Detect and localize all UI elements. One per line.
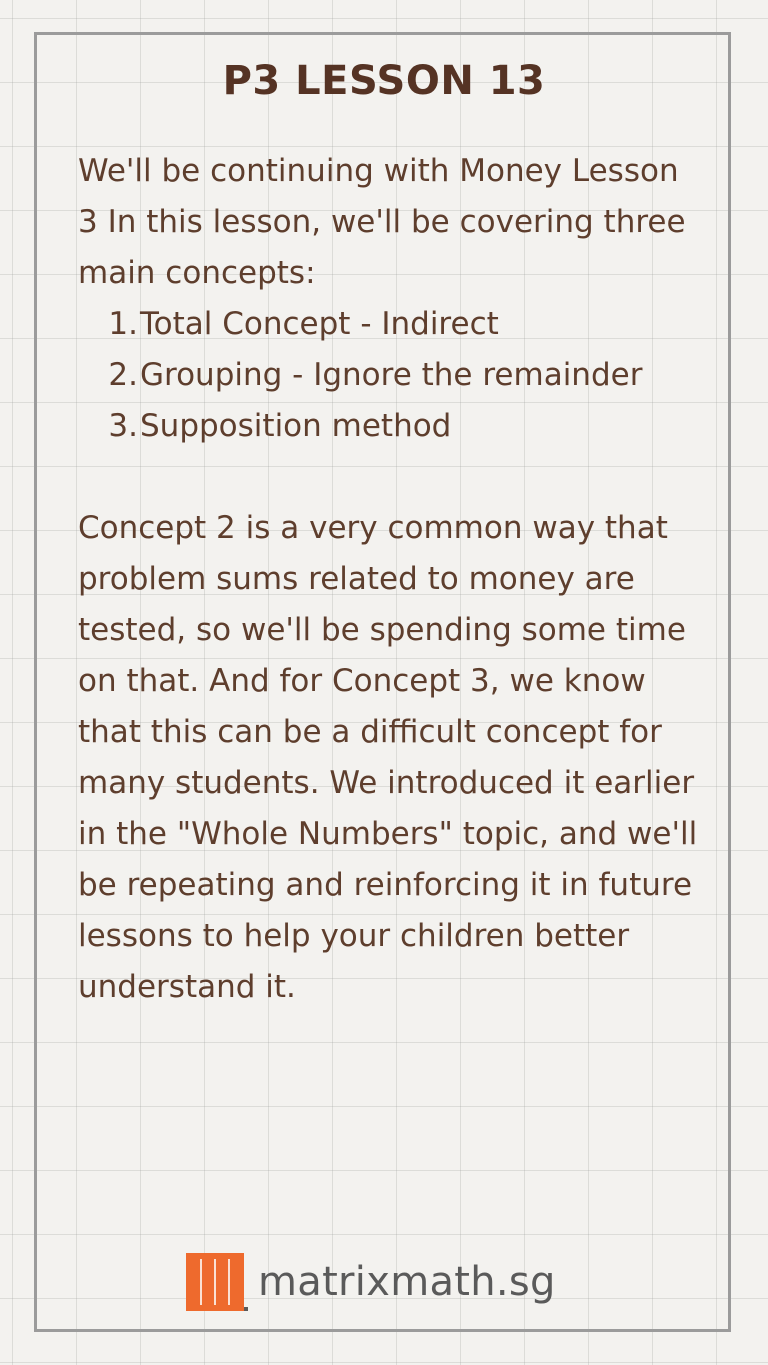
concept-text: Grouping - Ignore the remainder [140,357,643,393]
concept-item-1 [78,299,708,350]
brand-logo [186,1252,556,1312]
concept-text: Supposition method [140,408,452,444]
concept-item-3 [78,401,708,452]
concept-number: 2. [108,357,138,393]
paragraph-spacer [78,452,708,503]
concept-item-2 [78,350,708,401]
concept-text: Total Concept - Indirect [140,306,499,342]
matrixmath-logo-icon [186,1253,244,1311]
page-title: P3 LESSON 13 [222,58,546,104]
concept-list [78,299,708,452]
concept-number: 3. [108,408,138,444]
lesson-content [78,146,708,1013]
brand-name: matrixmath.sg [258,1259,556,1305]
body-paragraph: Concept 2 is a very common way that problem sums related to money are tested, so we'll be spending some time on that. And for Concept 3, we know that this can be a difficult concept for many students. We introduced it earlier in the "Whole Numbers" topic, and we'll be repeating and reinforcing it in future lessons to help your children better understand it. [78,510,698,1005]
intro-paragraph: We'll be continuing with Money Lesson 3 In this lesson, we'll be covering three main concepts: [78,153,686,291]
concept-number: 1. [108,306,138,342]
